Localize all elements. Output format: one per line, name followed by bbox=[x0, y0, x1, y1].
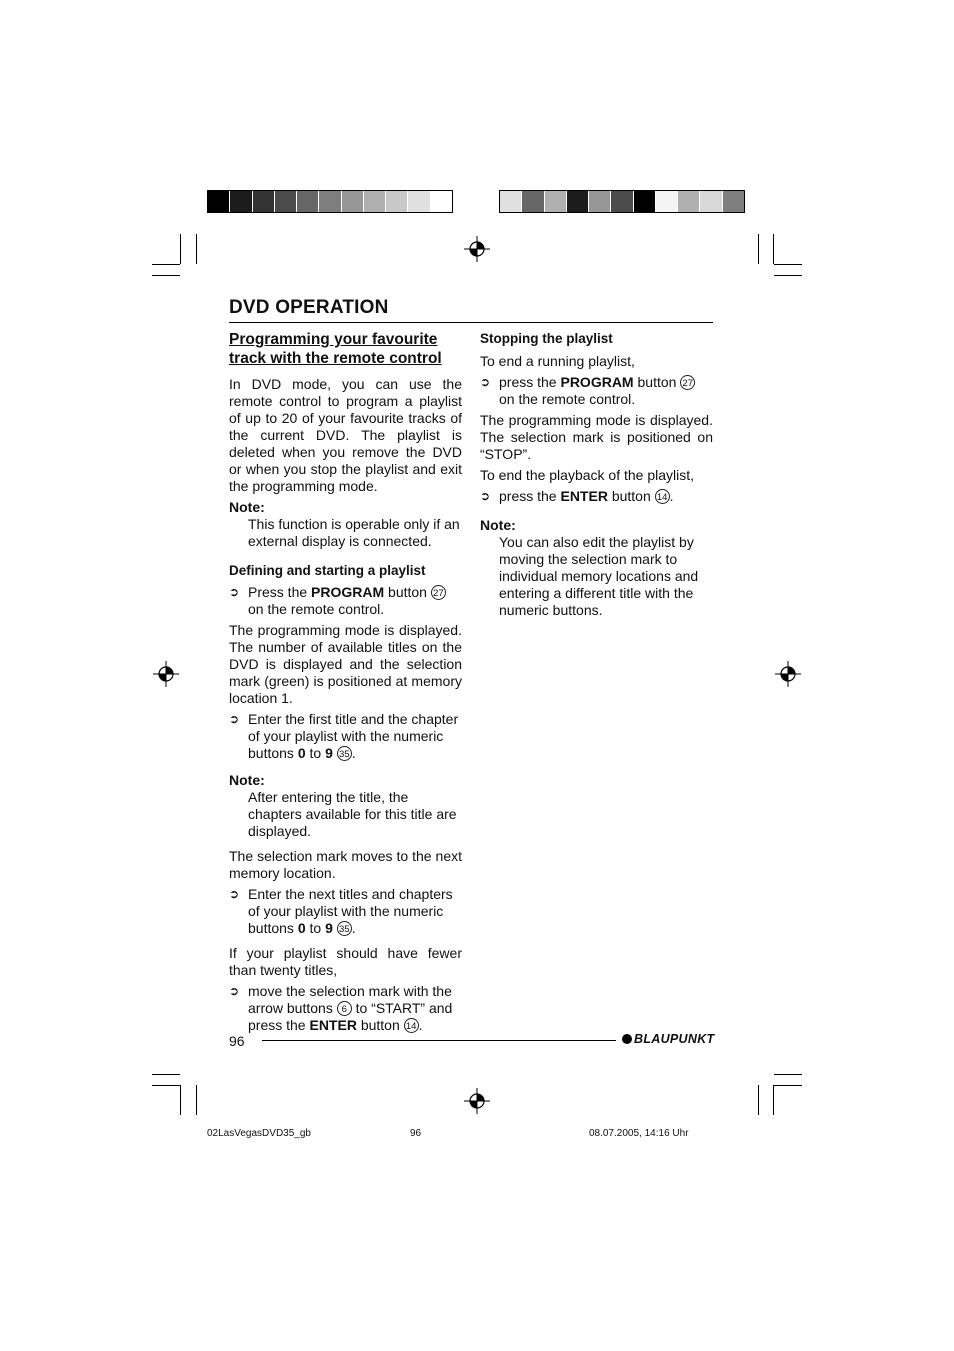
registration-target-icon bbox=[775, 661, 801, 687]
note-label: Note: bbox=[229, 499, 265, 515]
arrow-bullet-icon: ➲ bbox=[229, 984, 240, 998]
color-swatch bbox=[253, 191, 275, 212]
color-swatch bbox=[342, 191, 364, 212]
step-item: ➲ Press the PROGRAM button 27 on the remote control. bbox=[229, 584, 462, 618]
color-swatch bbox=[678, 191, 700, 212]
arrow-bullet-icon: ➲ bbox=[229, 585, 240, 599]
crop-mark bbox=[180, 234, 181, 264]
arrow-bullet-icon: ➲ bbox=[229, 712, 240, 726]
slug-timestamp: 08.07.2005, 14:16 Uhr bbox=[589, 1128, 689, 1139]
button-number-badge: 35 bbox=[337, 921, 352, 936]
paragraph: To end the playback of the playlist, bbox=[480, 467, 695, 483]
crop-mark bbox=[774, 1074, 802, 1075]
color-bar-right bbox=[499, 190, 745, 213]
color-swatch bbox=[723, 191, 744, 212]
crop-mark bbox=[774, 264, 802, 265]
color-swatch bbox=[500, 191, 522, 212]
button-number-badge: 27 bbox=[431, 585, 446, 600]
step-item: ➲ press the PROGRAM button 27 on the remote control. bbox=[480, 374, 713, 408]
color-swatch bbox=[386, 191, 408, 212]
header-rule bbox=[229, 322, 713, 323]
page-number: 96 bbox=[229, 1033, 245, 1049]
page-title: DVD OPERATION bbox=[229, 297, 389, 318]
crop-mark bbox=[196, 234, 197, 264]
crop-mark bbox=[196, 1085, 197, 1115]
color-swatch bbox=[208, 191, 230, 212]
color-swatch bbox=[408, 191, 430, 212]
crop-mark bbox=[152, 1085, 180, 1086]
crop-mark bbox=[758, 234, 759, 264]
color-swatch bbox=[589, 191, 611, 212]
slug-filename: 02LasVegasDVD35_gb bbox=[207, 1128, 311, 1139]
color-swatch bbox=[567, 191, 589, 212]
arrow-bullet-icon: ➲ bbox=[480, 489, 491, 503]
crop-mark bbox=[152, 264, 180, 265]
crop-mark bbox=[180, 1085, 181, 1115]
color-swatch bbox=[431, 191, 452, 212]
crop-mark bbox=[152, 1074, 180, 1075]
color-swatch bbox=[319, 191, 341, 212]
crop-mark bbox=[774, 275, 802, 276]
paragraph: To end a running playlist, bbox=[480, 353, 635, 369]
crop-mark bbox=[773, 234, 774, 264]
note-label: Note: bbox=[229, 772, 265, 788]
crop-mark bbox=[774, 1085, 802, 1086]
step-item: ➲ move the selection mark with the arrow buttons 6 to “START” and press the ENTER button 14 . bbox=[229, 983, 453, 1033]
color-swatch bbox=[545, 191, 567, 212]
crop-mark bbox=[758, 1085, 759, 1115]
registration-target-icon bbox=[153, 661, 179, 687]
color-swatch bbox=[611, 191, 633, 212]
note-text: After entering the title, the chapters available for this title are displayed. bbox=[248, 789, 457, 839]
paragraph: If your playlist should have fewer than twenty titles, bbox=[229, 945, 462, 978]
section-title: Programming your favourite track with the remote control bbox=[229, 331, 442, 367]
crop-mark bbox=[152, 275, 180, 276]
paragraph: The programming mode is displayed. The selection mark is positioned on “STOP”. bbox=[480, 412, 713, 462]
step-item: ➲ press the ENTER button 14 . bbox=[480, 488, 674, 504]
subsection-title: Stopping the playlist bbox=[480, 331, 613, 346]
button-number-badge: 27 bbox=[680, 375, 695, 390]
color-swatch bbox=[634, 191, 656, 212]
step-item: ➲ Enter the next titles and chapters of your playlist with the numeric buttons 0 to 9 35 . bbox=[229, 886, 453, 936]
color-swatch bbox=[522, 191, 544, 212]
intro-paragraph: In DVD mode, you can use the remote control to program a playlist of up to 20 of your favourite tracks of the current DVD. The playlist is deleted when you remove the DVD or when you stop the playlist and exit the programming mode. bbox=[229, 376, 462, 494]
note-text: This function is operable only if an external display is connected. bbox=[248, 516, 460, 549]
footer-rule bbox=[262, 1040, 616, 1041]
paragraph: The programming mode is displayed. The number of available titles on the DVD is displayed and the selection mark (green) is positioned at memory location 1. bbox=[229, 622, 462, 706]
button-number-badge: 6 bbox=[337, 1001, 352, 1016]
arrow-bullet-icon: ➲ bbox=[480, 375, 491, 389]
paragraph: The selection mark moves to the next memory location. bbox=[229, 848, 462, 881]
color-swatch bbox=[275, 191, 297, 212]
color-swatch bbox=[364, 191, 386, 212]
note-text: You can also edit the playlist by moving the selection mark to individual memory locations and entering a different title with the numeric buttons. bbox=[499, 534, 699, 618]
subsection-title: Defining and starting a playlist bbox=[229, 563, 426, 578]
right-column bbox=[480, 330, 713, 623]
registration-target-icon bbox=[464, 236, 490, 262]
color-bar-left bbox=[207, 190, 453, 213]
brand-logo: BLAUPUNKT bbox=[622, 1032, 714, 1046]
arrow-bullet-icon: ➲ bbox=[229, 887, 240, 901]
brand-dot-icon bbox=[622, 1034, 632, 1044]
registration-target-icon bbox=[464, 1088, 490, 1114]
color-swatch bbox=[700, 191, 722, 212]
slug-page: 96 bbox=[410, 1128, 422, 1139]
step-item: ➲ Enter the first title and the chapter of your playlist with the numeric buttons 0 to 9 35 . bbox=[229, 711, 459, 761]
button-number-badge: 14 bbox=[404, 1018, 419, 1033]
button-number-badge: 35 bbox=[337, 746, 352, 761]
note-label: Note: bbox=[480, 517, 516, 533]
color-swatch bbox=[297, 191, 319, 212]
color-swatch bbox=[230, 191, 252, 212]
crop-mark bbox=[773, 1085, 774, 1115]
color-swatch bbox=[656, 191, 678, 212]
left-column bbox=[229, 330, 462, 1038]
button-number-badge: 14 bbox=[655, 489, 670, 504]
